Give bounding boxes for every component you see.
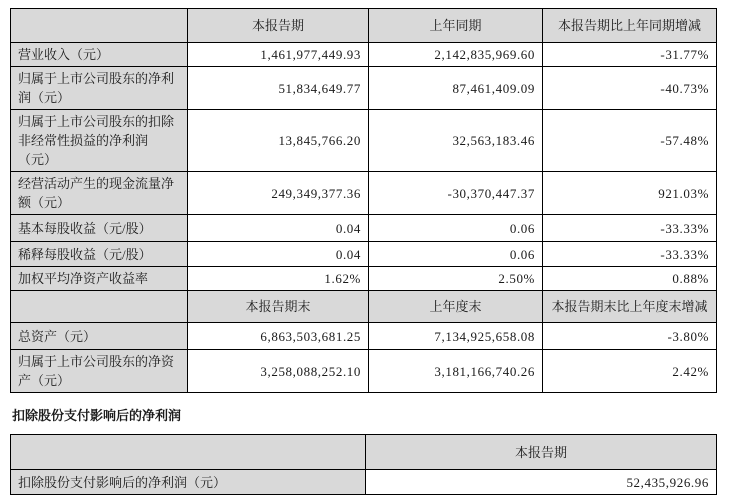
row-label-total-assets: 总资产（元） <box>11 323 188 350</box>
value-cell: 6,863,503,681.25 <box>188 323 369 350</box>
change-cell: -3.80% <box>543 323 717 350</box>
value-cell: 7,134,925,658.08 <box>369 323 543 350</box>
secondary-header-row <box>11 435 717 470</box>
change-cell: -33.33% <box>543 242 717 267</box>
column-header-yearend-change: 本报告期末比上年度末增减 <box>543 291 717 323</box>
column-header-prior-period: 上年同期 <box>369 9 543 43</box>
value-cell: 2,142,835,969.60 <box>369 43 543 67</box>
change-cell: -33.33% <box>543 215 717 242</box>
row-label-net-assets: 归属于上市公司股东的净资产（元） <box>11 350 188 393</box>
row-label-net-profit-excl-nonrecurring: 归属于上市公司股东的扣除非经常性损益的净利润（元） <box>11 110 188 172</box>
table-row <box>11 67 717 110</box>
row-label-net-profit-excl-share-payment: 扣除股份支付影响后的净利润（元） <box>11 470 366 495</box>
corner-cell <box>11 9 188 43</box>
column-header-prior-yearend: 上年度末 <box>369 291 543 323</box>
column-header-period-change: 本报告期比上年同期增减 <box>543 9 717 43</box>
value-cell: 2.50% <box>369 267 543 291</box>
value-cell: 52,435,926.96 <box>366 470 717 495</box>
table-row <box>11 215 717 242</box>
corner-cell <box>11 435 366 470</box>
row-label-diluted-eps: 稀释每股收益（元/股） <box>11 242 188 267</box>
change-cell: 2.42% <box>543 350 717 393</box>
change-cell: -31.77% <box>543 43 717 67</box>
change-cell: -40.73% <box>543 67 717 110</box>
table-row <box>11 323 717 350</box>
value-cell: -30,370,447.37 <box>369 172 543 215</box>
table-row <box>11 43 717 67</box>
table-row <box>11 172 717 215</box>
key-financials-table <box>10 8 717 393</box>
change-cell: 0.88% <box>543 267 717 291</box>
column-header-period-end: 本报告期末 <box>188 291 369 323</box>
value-cell: 0.06 <box>369 215 543 242</box>
value-cell: 0.04 <box>188 242 369 267</box>
value-cell: 32,563,183.46 <box>369 110 543 172</box>
value-cell: 13,845,766.20 <box>188 110 369 172</box>
corner-cell <box>11 291 188 323</box>
change-cell: 921.03% <box>543 172 717 215</box>
table-row <box>11 470 717 495</box>
value-cell: 87,461,409.09 <box>369 67 543 110</box>
period-header-row <box>11 9 717 43</box>
column-header-current-period: 本报告期 <box>366 435 717 470</box>
column-header-current-period: 本报告期 <box>188 9 369 43</box>
table-row <box>11 242 717 267</box>
table-row <box>11 267 717 291</box>
yearend-header-row <box>11 291 717 323</box>
value-cell: 1.62% <box>188 267 369 291</box>
change-cell: -57.48% <box>543 110 717 172</box>
row-label-weighted-avg-roe: 加权平均净资产收益率 <box>11 267 188 291</box>
value-cell: 249,349,377.36 <box>188 172 369 215</box>
value-cell: 1,461,977,449.93 <box>188 43 369 67</box>
value-cell: 51,834,649.77 <box>188 67 369 110</box>
row-label-net-profit: 归属于上市公司股东的净利润（元） <box>11 67 188 110</box>
table-row <box>11 350 717 393</box>
value-cell: 3,258,088,252.10 <box>188 350 369 393</box>
row-label-operating-cash-flow: 经营活动产生的现金流量净额（元） <box>11 172 188 215</box>
share-payment-adjusted-table <box>10 434 717 495</box>
section-title-net-profit-excl-share-payment: 扣除股份支付影响后的净利润 <box>12 408 182 423</box>
value-cell: 0.04 <box>188 215 369 242</box>
row-label-basic-eps: 基本每股收益（元/股） <box>11 215 188 242</box>
value-cell: 3,181,166,740.26 <box>369 350 543 393</box>
table-row <box>11 110 717 172</box>
row-label-revenue: 营业收入（元） <box>11 43 188 67</box>
value-cell: 0.06 <box>369 242 543 267</box>
